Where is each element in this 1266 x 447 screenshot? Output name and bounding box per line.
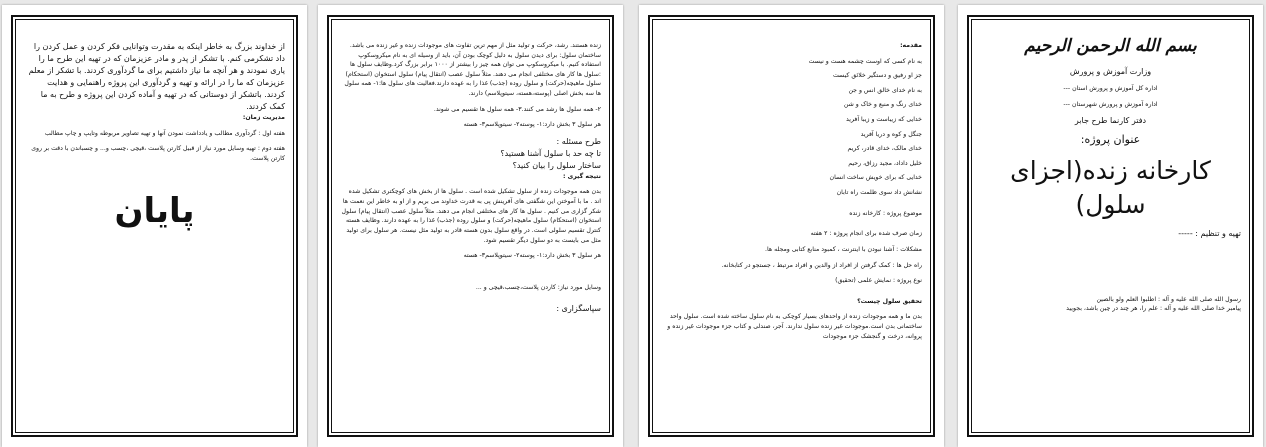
project-problems: مشکلات : آشنا نبودن با اینترنت ، کمبود منابع کتابی ومجله ها.	[765, 245, 922, 253]
research-body: بدن ما و همه موجودات زنده از واحدهای بسیار کوچکی به نام سلول ساخته شده است. سلول واحد ساختمانی بدن است.موجودات غیر زنده سلول ندارند. آجر، صندلی و کتاب جزء موجودات غیر زنده و پروانه، درخت و گنجشک جزء موجودات	[667, 313, 922, 340]
org-ministry: وزارت آموزش و پرورش	[1069, 67, 1152, 76]
author-line	[980, 228, 1241, 240]
poem-line: خدایی که زیباست و زیبا آفرید	[845, 116, 922, 124]
conclusion-body: بدن همه موجودات زنده از سلول تشکیل شده است . سلول ها از بخش های کوچکتری تشکیل شده اند . ما با آموختن این شگفتی های آفرینش پی به قدرت خداوند می بریم و از او به خاطر این نعمت ها شکر گزاری می کنیم . سلول ها کار های مختلفی انجام می دهند. مثلاً سلول عصب (انتقال پیام) سلول استخوان (استحکام) سلول ماهیچه(حرکت) و سلول روده (جذب) غذا را به عهده دارند. وظایف هسته کنترل تقسیم سلولی است. در واقع سلول بدون هسته قادر به تولید مثل نیست. هر سلول برای تولید مثل می بایست به دو سلول دیگر تقسیم شود.	[341, 188, 601, 244]
hadith-arabic: رسول الله صلی الله علیه و آله : اطلبوا العلم ولو بالصین	[1096, 295, 1241, 303]
intro-poem	[661, 57, 922, 198]
page-intro	[639, 5, 944, 447]
poem-line: به نام کسی که اوست چشمه هست و نیست	[808, 57, 922, 65]
poem-line: خدایی که برای خویش ساخت انسان	[829, 174, 922, 182]
cell-activities-paragraph: ۲- همه سلول ها رشد می کنند.۳- همه سلول ها تقسیم می شوند.	[433, 105, 601, 113]
page-thanks	[2, 5, 307, 447]
poem-line: به نام خدای خالق انس و جن	[848, 86, 922, 94]
poem-line: جز او رفیق و دستگیر خلائق کیست	[832, 72, 922, 80]
problem-question-1: تا چه حد با سلول آشنا هستید؟	[500, 148, 601, 158]
author-label: تهیه و تنظیم :	[1195, 228, 1241, 238]
project-topic: موضوع پروژه : کارخانه زنده	[849, 209, 922, 217]
poem-line: خدای مالک، خدای قادر، کریم	[847, 145, 922, 153]
intro-title: مقدمه:	[900, 42, 922, 49]
task-week-2: هفته دوم : تهیه وسایل مورد نیاز از قبیل کارتن پلاست ،قیچی ،چسب و... و چسباندن با دقت بر روی کارتن پلاست.	[31, 145, 285, 162]
poem-line: نشانش داد سوی ظلمت راه تابان	[836, 189, 922, 197]
time-management-title: مدیریت زمان:	[242, 114, 285, 121]
problem-title: طرح مسئله :	[556, 136, 601, 146]
org-city: اداره آموزش و پرورش شهرستان ---	[1063, 100, 1158, 108]
project-solutions: راه حل ها : کمک گرفتن از افراد از والدین و افراد مرتبط ، جستجو در کتابخانه.	[721, 261, 922, 269]
task-week-1: هفته اول : گردآوری مطالب و یادداشت نمودن آنها و تهیه تصاویر مربوطه وتایپ و چاپ مطالب	[44, 129, 285, 137]
tools-needed: وسایل مورد نیاز: کاردن پلاست،چسب،قیچی و ...	[475, 283, 601, 291]
poem-line: خلیل داداد، مجید رزاق، رحیم	[848, 159, 922, 167]
cell-structure-paragraph: زنده هستند. رشد، حرکت و تولید مثل از مهم ترین تفاوت های موجودات زنده و غیر زنده می باشد. ساختمان سلول: برای دیدن سلول به دلیل کوچک بودن آن، باید از وسیله ای به نام میکروسکوپ استفاده کنیم. با میکروسکوپ می توان همه چیز را بیشتر از ۱۰۰۰ برابر بزرگ کرد.وظایف سلول ها :سلول ها کار های مختلفی انجام می دهند. مثلاً سلول عصب (انتقال پیام) سلول استخوان (استحکام) سلول ماهیچه(حرکت) و سلول روده (جذب) غذا را به عهده دارند.فعالیت های سلول ها:۱- همه سلول ها سه بخش اصلی (پوسته،هسته، سیتوپلاسم) دارند.	[344, 42, 601, 98]
page-cover	[958, 5, 1263, 447]
project-time: زمان صرف شده برای انجام پروژه : ۲ هفته	[810, 230, 922, 238]
research-title: تحقیق سلول چیست؟	[857, 297, 922, 305]
problem-question-2: ساختار سلول را بیان کنید؟	[512, 160, 601, 170]
org-province: اداره کل آموزش و پرورش استان ---	[1063, 85, 1158, 92]
end-word: پایان	[114, 191, 195, 232]
poem-line: جنگل و کوه و دریا آفرید	[860, 130, 922, 138]
cell-parts-paragraph-2: هر سلول ۳ بخش دارد:۱- پوسته۲- سیتوپلاسم۳- هسته	[463, 252, 601, 260]
cell-parts-paragraph: هر سلول ۳ بخش دارد:۱- پوسته۲- سیتوپلاسم۳- هسته	[463, 121, 601, 129]
thanks-body: از خداوند بزرگ به خاطر اینکه به مقدرت وتوانایی فکر کردن و عمل کردن را داد تشکرمی کنم. با تشکر از پدر و مادر عزیزمان که در تهیه این طرح ما را یاری نمودند و هر آنچه ما نیاز داشتیم برای ما گردآوری کردند. با تشکر از معلم عزیزمان که ما را در ارائه و تهیه و گردآوری این پروژه راهنمایی و هدایت کردند. باتشکر از دوستانی که در تهیه و آماده کردن این پروژه و طرح به ما کمک کردند.	[28, 42, 285, 111]
author-value: -----	[1178, 228, 1193, 238]
project-type: نوع پروژه : نمایش علمی (تحقیق)	[835, 277, 922, 285]
org-program: دفتر کارنما طرح جابر	[1074, 116, 1147, 126]
hadith-persian: پیامبر خدا صلی الله علیه و آله : علم را، هر چند در چین باشد، بجویید	[1066, 305, 1241, 313]
poem-line: خدای رنگ و منبع و خاک و شن	[843, 101, 922, 109]
page-conclusion	[318, 5, 623, 447]
thanks-title: سپاسگزاری :	[556, 304, 601, 314]
project-label: عنوان پروژه:	[1080, 133, 1141, 147]
project-title: کارخانه زنده(اجزای سلول)	[1010, 156, 1211, 219]
basmala-calligraphy: بسم الله الرحمن الرحیم	[1024, 36, 1197, 56]
conclusion-title: نتیجه گیری :	[562, 172, 601, 180]
